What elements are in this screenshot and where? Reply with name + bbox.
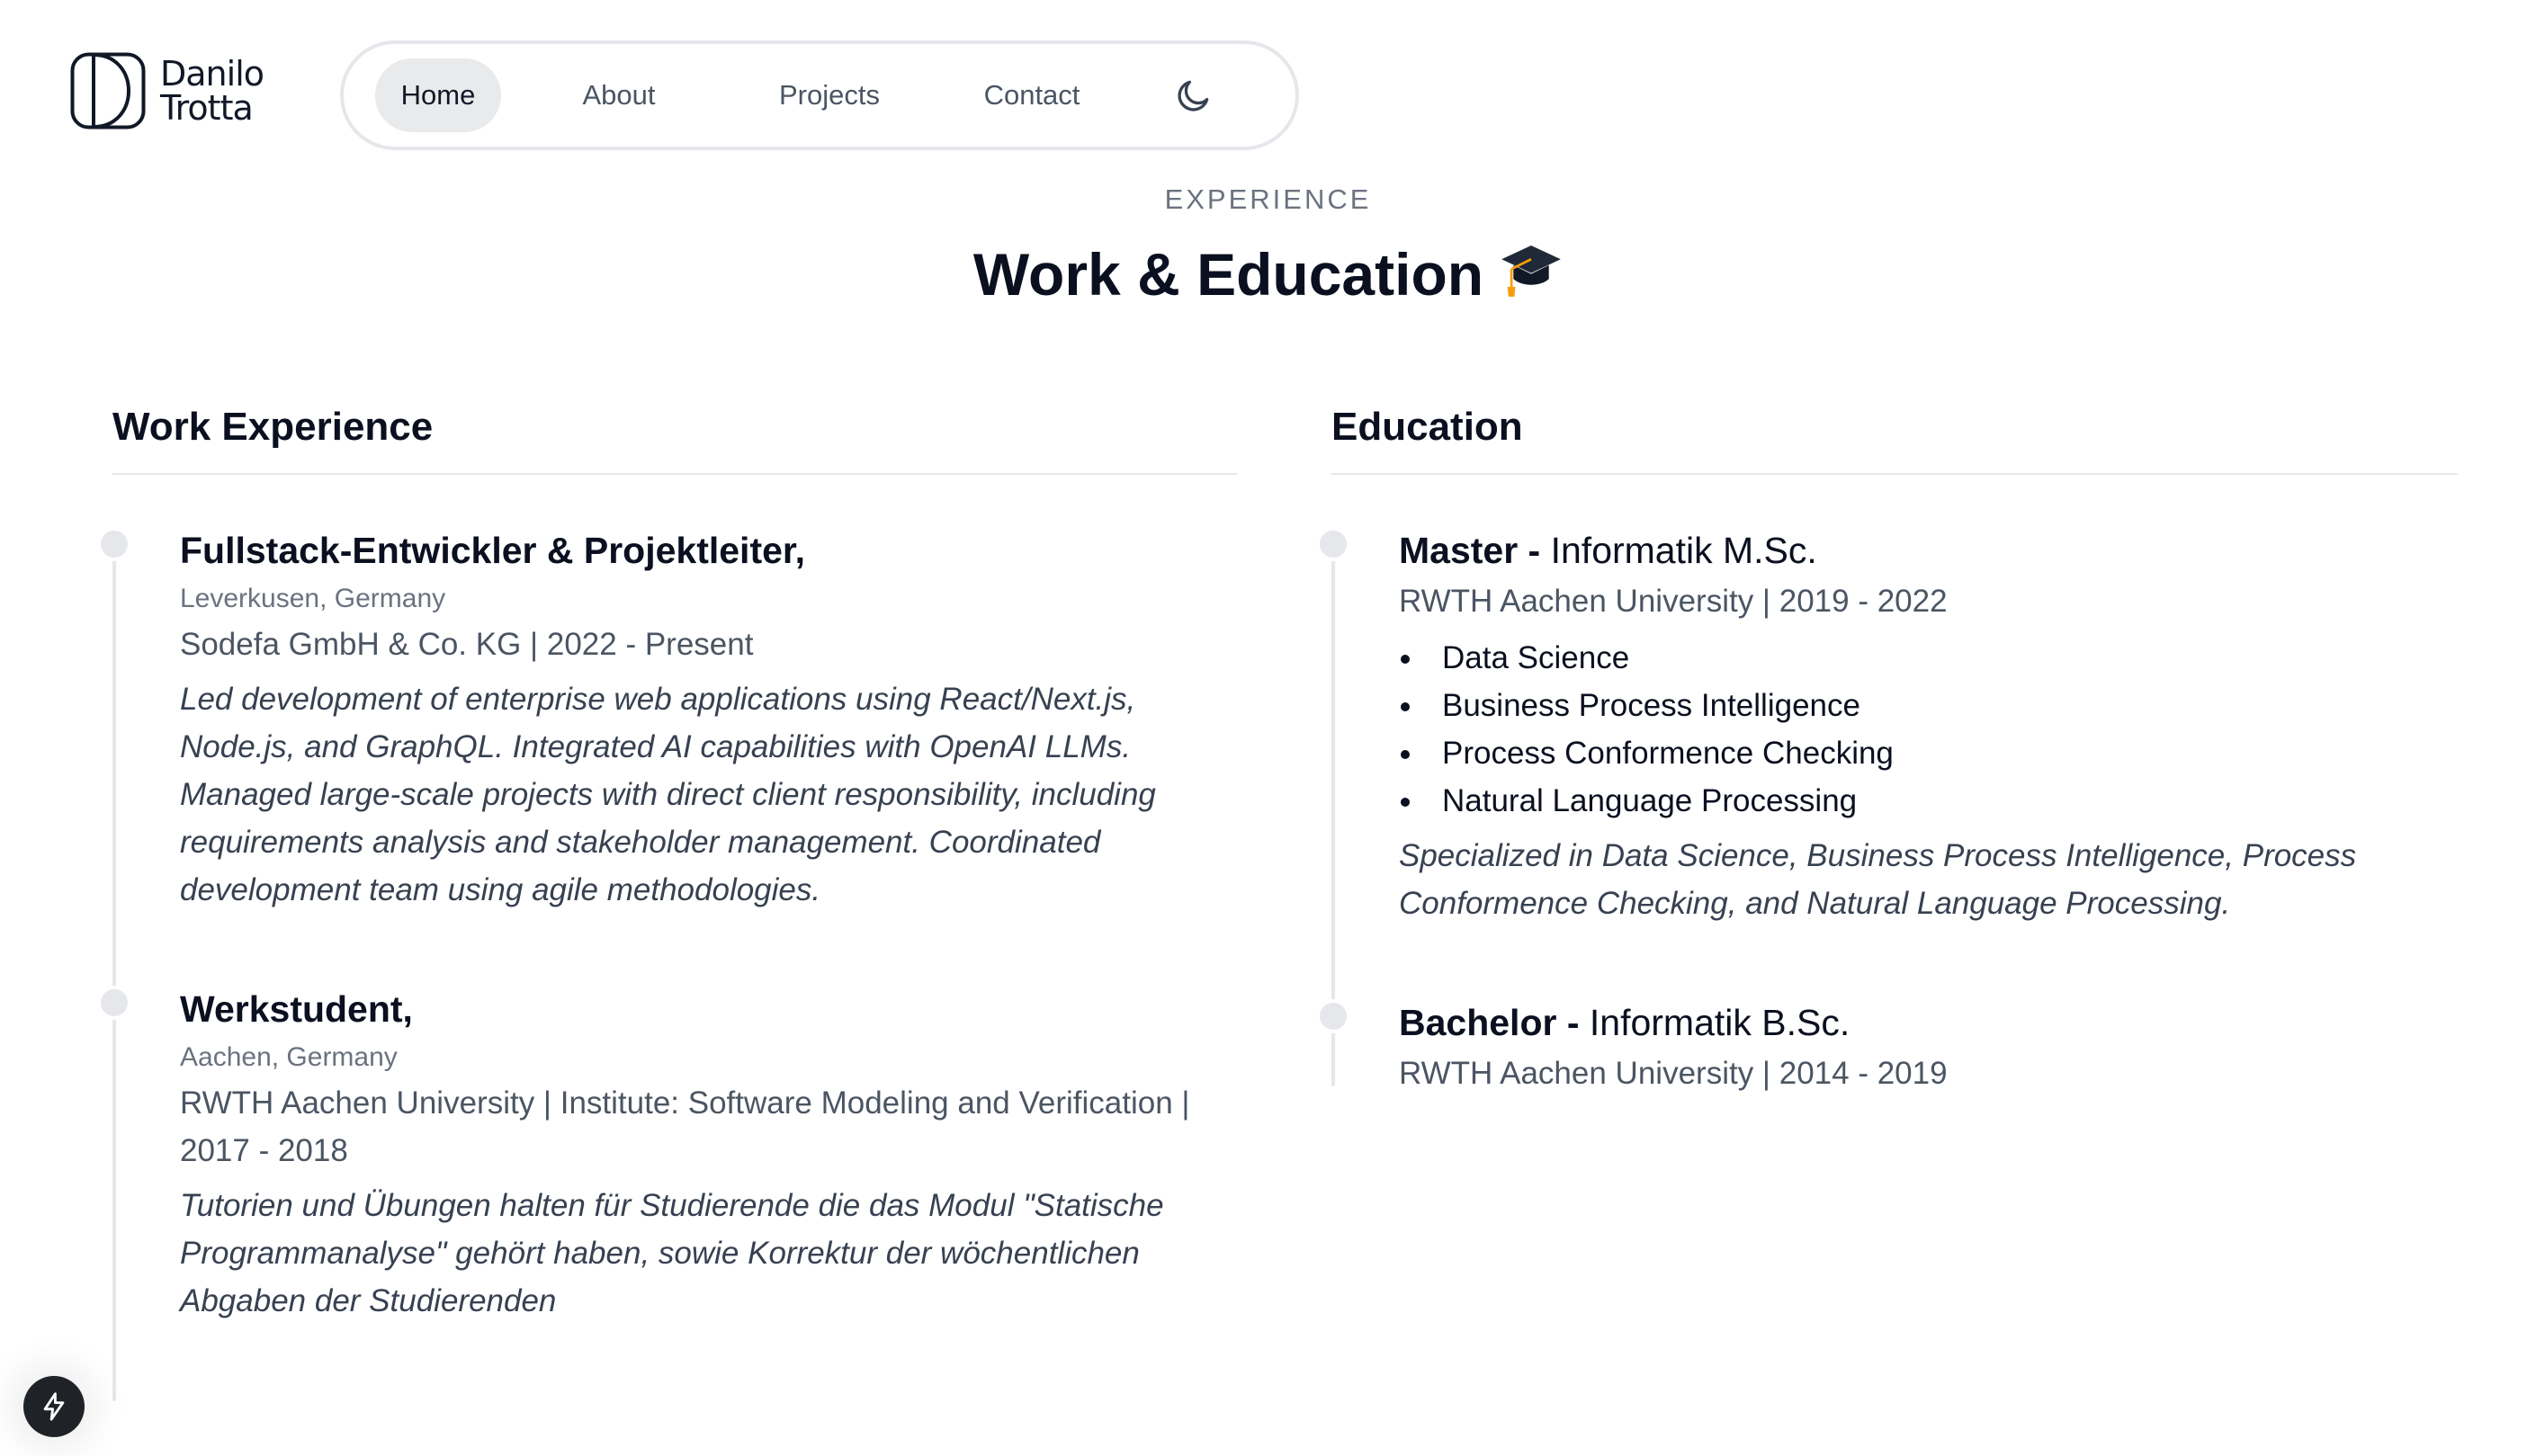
list-item: Business Process Intelligence: [1399, 682, 2458, 729]
logo-mark-icon: [70, 52, 146, 130]
degree-field: Informatik M.Sc.: [1550, 530, 1817, 571]
timeline-dot: [97, 986, 131, 1020]
page-title-text: Work & Education: [972, 240, 1484, 308]
section-eyebrow: EXPERIENCE: [1164, 183, 1372, 215]
main-nav: [340, 40, 1299, 150]
work-experience-section: [112, 405, 1237, 1325]
work-organization: Sodefa GmbH & Co. KG | 2022 - Present: [180, 627, 754, 662]
degree-field: Informatik B.Sc.: [1589, 1002, 1850, 1043]
education-section: [1331, 405, 2458, 1097]
moon-icon: [1174, 76, 1214, 115]
work-role: Fullstack-Entwickler & Projektleiter,: [180, 530, 805, 571]
list-item: Data Science: [1399, 634, 2458, 682]
nav-item-projects[interactable]: Projects: [779, 79, 880, 111]
logo-text: [160, 54, 264, 128]
work-timeline: [112, 475, 1237, 1325]
logo[interactable]: [70, 52, 264, 130]
education-entry: [1331, 999, 2458, 1097]
nav-item-about[interactable]: About: [582, 79, 656, 111]
education-title: Education: [1331, 405, 2458, 475]
education-organization: RWTH Aachen University | 2019 - 2022: [1399, 584, 1948, 619]
list-item: Natural Language Processing: [1399, 777, 2458, 825]
timeline-dot: [1316, 527, 1350, 561]
logo-first-name: Danilo: [160, 54, 264, 94]
work-entry: [112, 527, 1237, 914]
work-location: Aachen, Germany: [180, 1042, 398, 1072]
lightning-icon: [39, 1391, 69, 1422]
theme-toggle-button[interactable]: [1157, 58, 1231, 132]
dev-tools-badge[interactable]: [23, 1376, 85, 1437]
timeline-dot: [97, 527, 131, 561]
work-role: Werkstudent,: [180, 988, 413, 1030]
education-entry: [1331, 527, 2458, 927]
education-description: Specialized in Data Science, Business Process Intelligence, Process Conformence Checking, and Natural Language Processing.: [1399, 838, 2357, 921]
education-timeline: [1331, 475, 2458, 1097]
graduation-cap-icon: [1500, 236, 1563, 312]
work-experience-title: Work Experience: [112, 405, 1237, 475]
work-description: Tutorien und Übungen halten für Studierende die das Modul "Statische Programmanalyse" gehört haben, sowie Korrektur der wöchentlichen Abgaben der Studierenden: [180, 1188, 1164, 1318]
work-entry: [112, 986, 1237, 1325]
education-degree: [1399, 999, 2458, 1046]
education-degree: [1399, 527, 2458, 574]
nav-item-home[interactable]: Home: [375, 58, 501, 132]
degree-level: Bachelor -: [1399, 1002, 1590, 1043]
nav-item-contact[interactable]: Contact: [983, 79, 1080, 111]
work-location: Leverkusen, Germany: [180, 584, 446, 613]
degree-level: Master -: [1399, 530, 1551, 571]
logo-last-name: Trotta: [160, 88, 253, 128]
list-item: Process Conformence Checking: [1399, 729, 2458, 777]
work-description: Led development of enterprise web applications using React/Next.js, Node.js, and GraphQL. Integrated AI capabilities with OpenAI LLMs. Managed large-scale projects with direct client responsibility, including requirements analysis and stakeholder management. Coordinated development team using agile methodologies.: [180, 682, 1156, 907]
timeline-dot: [1316, 999, 1350, 1033]
education-focus-list: [1399, 634, 2458, 825]
work-organization: RWTH Aachen University | Institute: Software Modeling and Verification | 2017 - 2018: [180, 1085, 1190, 1168]
page-title: [0, 236, 2536, 312]
education-organization: RWTH Aachen University | 2014 - 2019: [1399, 1056, 1948, 1091]
